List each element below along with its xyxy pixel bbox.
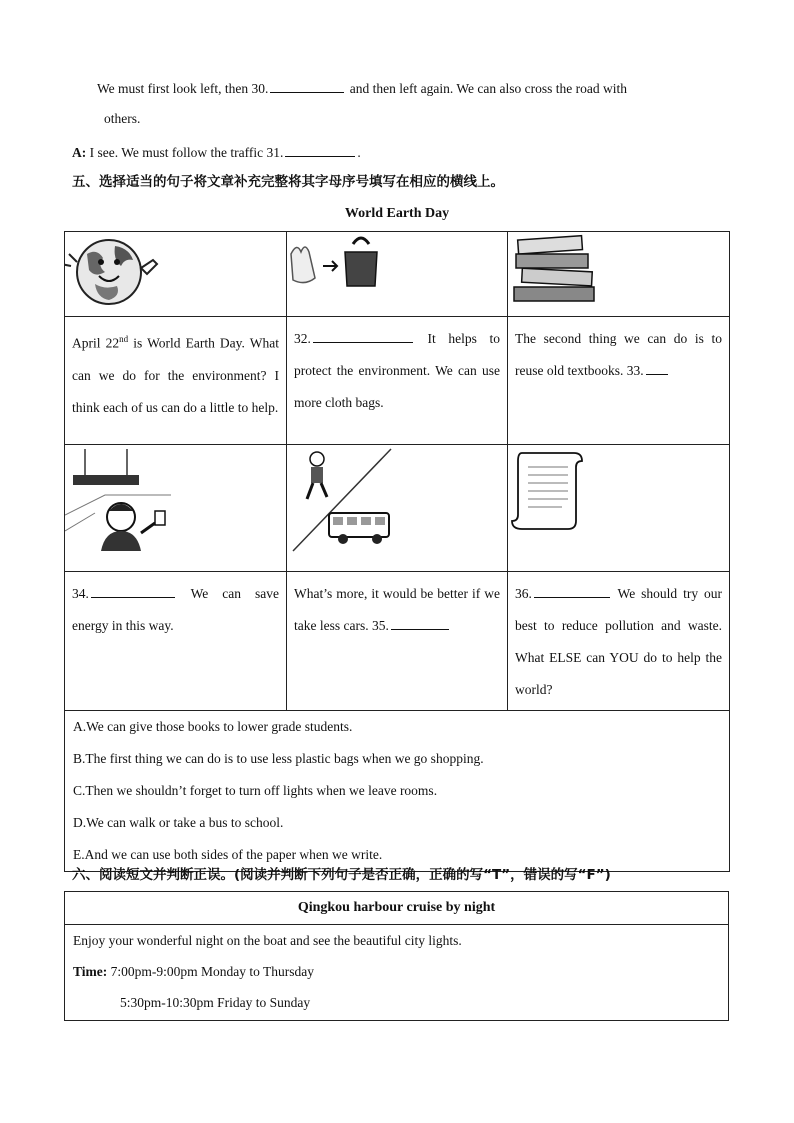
boy-turning-off-light-icon [65,445,171,551]
walk-and-bus-icon [287,445,397,555]
dialogue-text: and then left again. We can also cross the road with [349,81,627,96]
textbooks-icon [508,232,604,308]
option-d: D.We can walk or take a bus to school. [73,815,284,830]
speaker-label: A: [72,145,87,160]
option-c: C.Then we shouldn’t forget to turn off lights when we leave rooms. [73,783,438,798]
cell-text: We can save energy in this way. [72,586,279,633]
answer-blank-32[interactable] [313,329,413,343]
cell-text: is World Earth Day. What can we do for the environment? I think each of us can do a little to help. [72,335,279,415]
notice-time-1 [65,956,728,987]
cell-text: The second thing we can do is to reuse old textbooks. 33. [515,331,722,378]
earth-picture-cell [65,232,287,317]
notice-intro: Enjoy your wonderful night on the boat and see the beautiful city lights. [73,933,462,948]
cell-text: What’s more, it would be better if we take less cars. 35. [294,586,500,633]
cell-text: 36. [515,586,532,601]
smiling-earth-icon [65,232,161,308]
plastic-to-cloth-bag-icon [287,232,383,292]
walk-bus-picture-cell [287,445,508,572]
answer-blank-36[interactable] [534,584,610,598]
time-weekday: 7:00pm-9:00pm Monday to Thursday [107,964,314,979]
notice-body [65,925,729,1021]
cruise-notice [64,891,729,1021]
earth-day-table [64,231,730,872]
books-picture-cell [508,232,730,317]
ordinal-suffix: nd [119,334,129,344]
cell-text: 32. [294,331,311,346]
answer-blank-35[interactable] [391,616,449,630]
cell-33 [508,317,730,445]
option-a: A.We can give those books to lower grade students. [73,719,353,734]
time-label: Time: [73,964,108,979]
cell-34 [65,572,287,711]
cell-text: 34. [72,586,89,601]
dialogue-line-1 [97,79,627,98]
cell-text: It helps to protect the environment. We can use more cloth bags. [294,331,500,410]
passage-title: World Earth Day [344,206,450,221]
cell-text: We should try our best to reduce pollution and waste. What ELSE can YOU do to help the world? [515,586,722,697]
dialogue-text: I see. We must follow the traffic 31. [86,145,284,160]
answer-blank-31[interactable] [285,143,355,157]
section-5-heading: 五、选择适当的句子将文章补充完整将其字母序号填写在相应的横线上。 [72,174,504,190]
dialogue-line-2: others. [104,111,141,126]
options-cell [65,711,730,872]
notice-title: Qingkou harbour cruise by night [65,892,729,925]
paper-scroll-icon [508,445,588,531]
paper-picture-cell [508,445,730,572]
lights-picture-cell [65,445,287,572]
cell-earth-day [65,317,287,445]
option-b: B.The first thing we can do is to use less plastic bags when we go shopping. [73,751,484,766]
dialogue-line-a [72,143,361,162]
section-6-heading: 六、阅读短文并判断正误。(阅读并判断下列句子是否正确，正确的写“T”，错误的写“F”) [72,867,611,883]
cell-text: April 22 [72,335,120,351]
period: . [357,145,361,160]
cell-35 [287,572,508,711]
cell-36 [508,572,730,711]
answer-blank-33[interactable] [646,361,668,375]
bags-picture-cell [287,232,508,317]
notice-time-2: 5:30pm-10:30pm Friday to Sunday [120,995,311,1010]
option-e: E.And we can use both sides of the paper when we write. [73,847,383,862]
cell-32 [287,317,508,445]
answer-blank-34[interactable] [91,584,175,598]
answer-blank-30[interactable] [270,79,344,93]
dialogue-text: We must first look left, then 30. [97,81,269,96]
